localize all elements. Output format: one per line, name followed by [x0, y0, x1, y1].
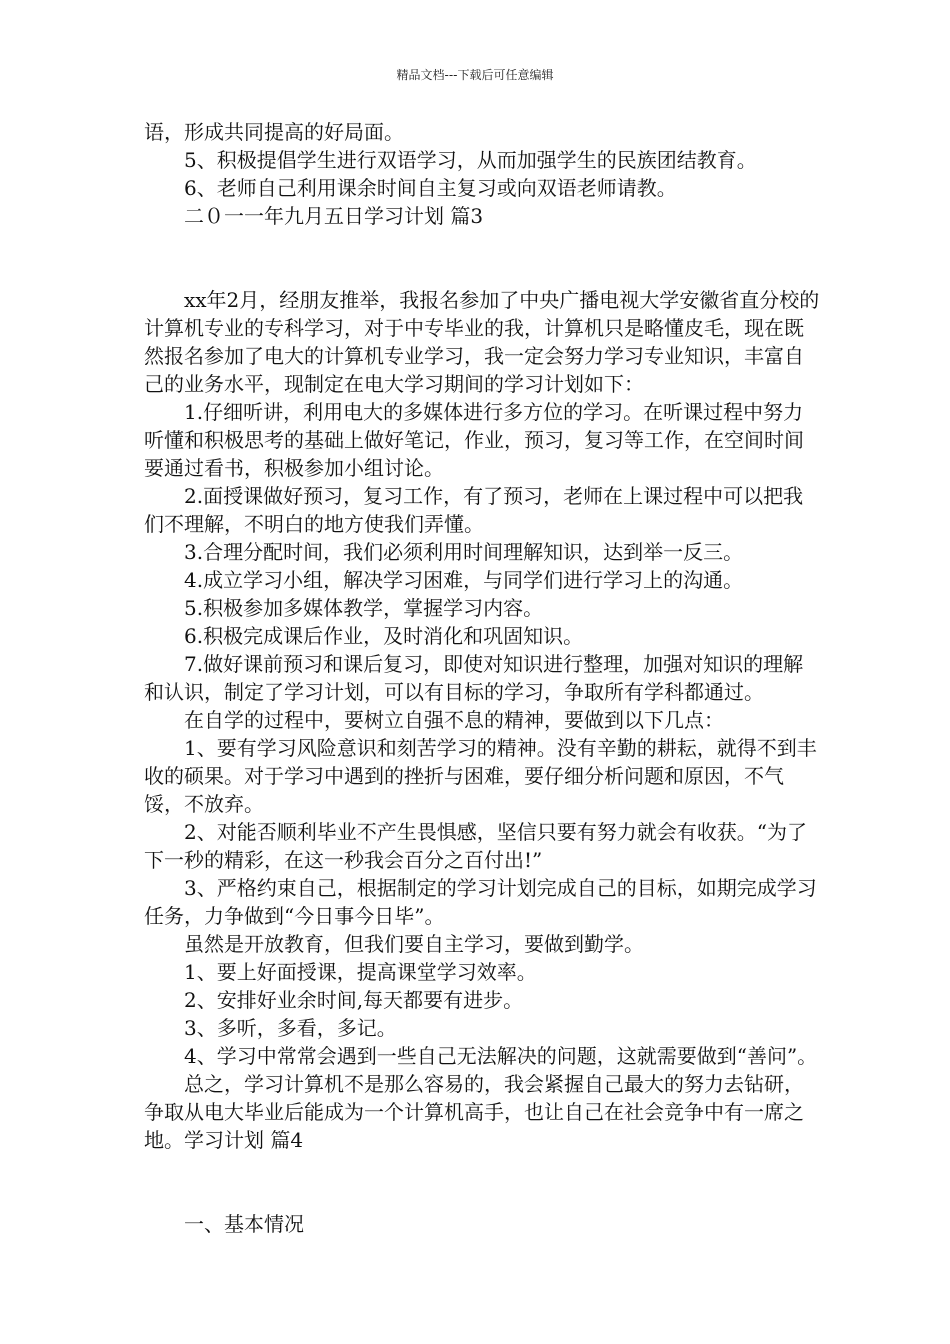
paragraph: 在自学的过程中，要树立自强不息的精神，要做到以下几点：: [184, 708, 724, 732]
list-item: 2.面授课做好预习，复习工作，有了预习，老师在上课过程中可以把我们不理解，不明白的地方使我们弄懂。: [144, 484, 804, 536]
list-item: 4.成立学习小组，解决学习困难，与同学们进行学习上的沟通。: [184, 568, 744, 592]
document-body: [144, 118, 820, 1238]
list-item: 3、多听，多看，多记。: [184, 1016, 397, 1040]
paragraph: xx年2月，经朋友推举，我报名参加了中央广播电视大学安徽省直分校的计算机专业的专科学习，对于中专毕业的我，计算机只是略懂皮毛，现在既然报名参加了电大的计算机专业学习，我一定会努力学习专业知识，丰富自己的业务水平，现制定在电大学习期间的学习计划如下：: [144, 288, 820, 396]
list-item: 1.仔细听讲，利用电大的多媒体进行多方位的学习。在听课过程中努力听懂和积极思考的基础上做好笔记，作业，预习，复习等工作，在空间时间要通过看书，积极参加小组讨论。: [144, 400, 804, 480]
list-item: 7.做好课前预习和课后复习，即使对知识进行整理，加强对知识的理解和认识，制定了学习计划，可以有目标的学习，争取所有学科都通过。: [144, 652, 804, 704]
paragraph: 语，形成共同提高的好局面。: [144, 120, 404, 144]
paragraph: 总之，学习计算机不是那么容易的，我会紧握自己最大的努力去钻研，争取从电大毕业后能成为一个计算机高手，也让自己在社会竞争中有一席之地。学习计划 篇4: [144, 1072, 804, 1152]
section-heading: 二０一一年九月五日学习计划 篇3: [184, 204, 484, 228]
page-header: 精品文档---下载后可任意编辑: [396, 68, 554, 82]
list-item: 5.积极参加多媒体教学，掌握学习内容。: [184, 596, 544, 620]
spacer: [144, 230, 820, 286]
list-item: 1、要上好面授课，提高课堂学习效率。: [184, 960, 537, 984]
list-item: 3、严格约束自己，根据制定的学习计划完成自己的目标，如期完成学习任务，力争做到“今日事今日毕”。: [144, 876, 817, 928]
list-item: 6.积极完成课后作业，及时消化和巩固知识。: [184, 624, 584, 648]
list-item: 3.合理分配时间，我们必须利用时间理解知识，达到举一反三。: [184, 540, 744, 564]
list-item: 4、学习中常常会遇到一些自己无法解决的问题，这就需要做到“善问”。: [184, 1044, 818, 1068]
list-item: 1、要有学习风险意识和刻苦学习的精神。没有辛勤的耕耘，就得不到丰收的硕果。对于学习中遇到的挫折与困难，要仔细分析问题和原因，不气馁，不放弃。: [144, 736, 817, 816]
section-heading: 一、基本情况: [184, 1212, 304, 1236]
list-item: 2、对能否顺利毕业不产生畏惧感，坚信只要有努力就会有收获。“为了下一秒的精彩，在这一秒我会百分之百付出!”: [144, 820, 807, 872]
spacer: [144, 1154, 820, 1210]
list-item: 2、安排好业余时间,每天都要有进步。: [184, 988, 524, 1012]
paragraph: 5、积极提倡学生进行双语学习，从而加强学生的民族团结教育。: [184, 148, 757, 172]
paragraph: 虽然是开放教育，但我们要自主学习，要做到勤学。: [184, 932, 644, 956]
paragraph: 6、老师自己利用课余时间自主复习或向双语老师请教。: [184, 176, 677, 200]
